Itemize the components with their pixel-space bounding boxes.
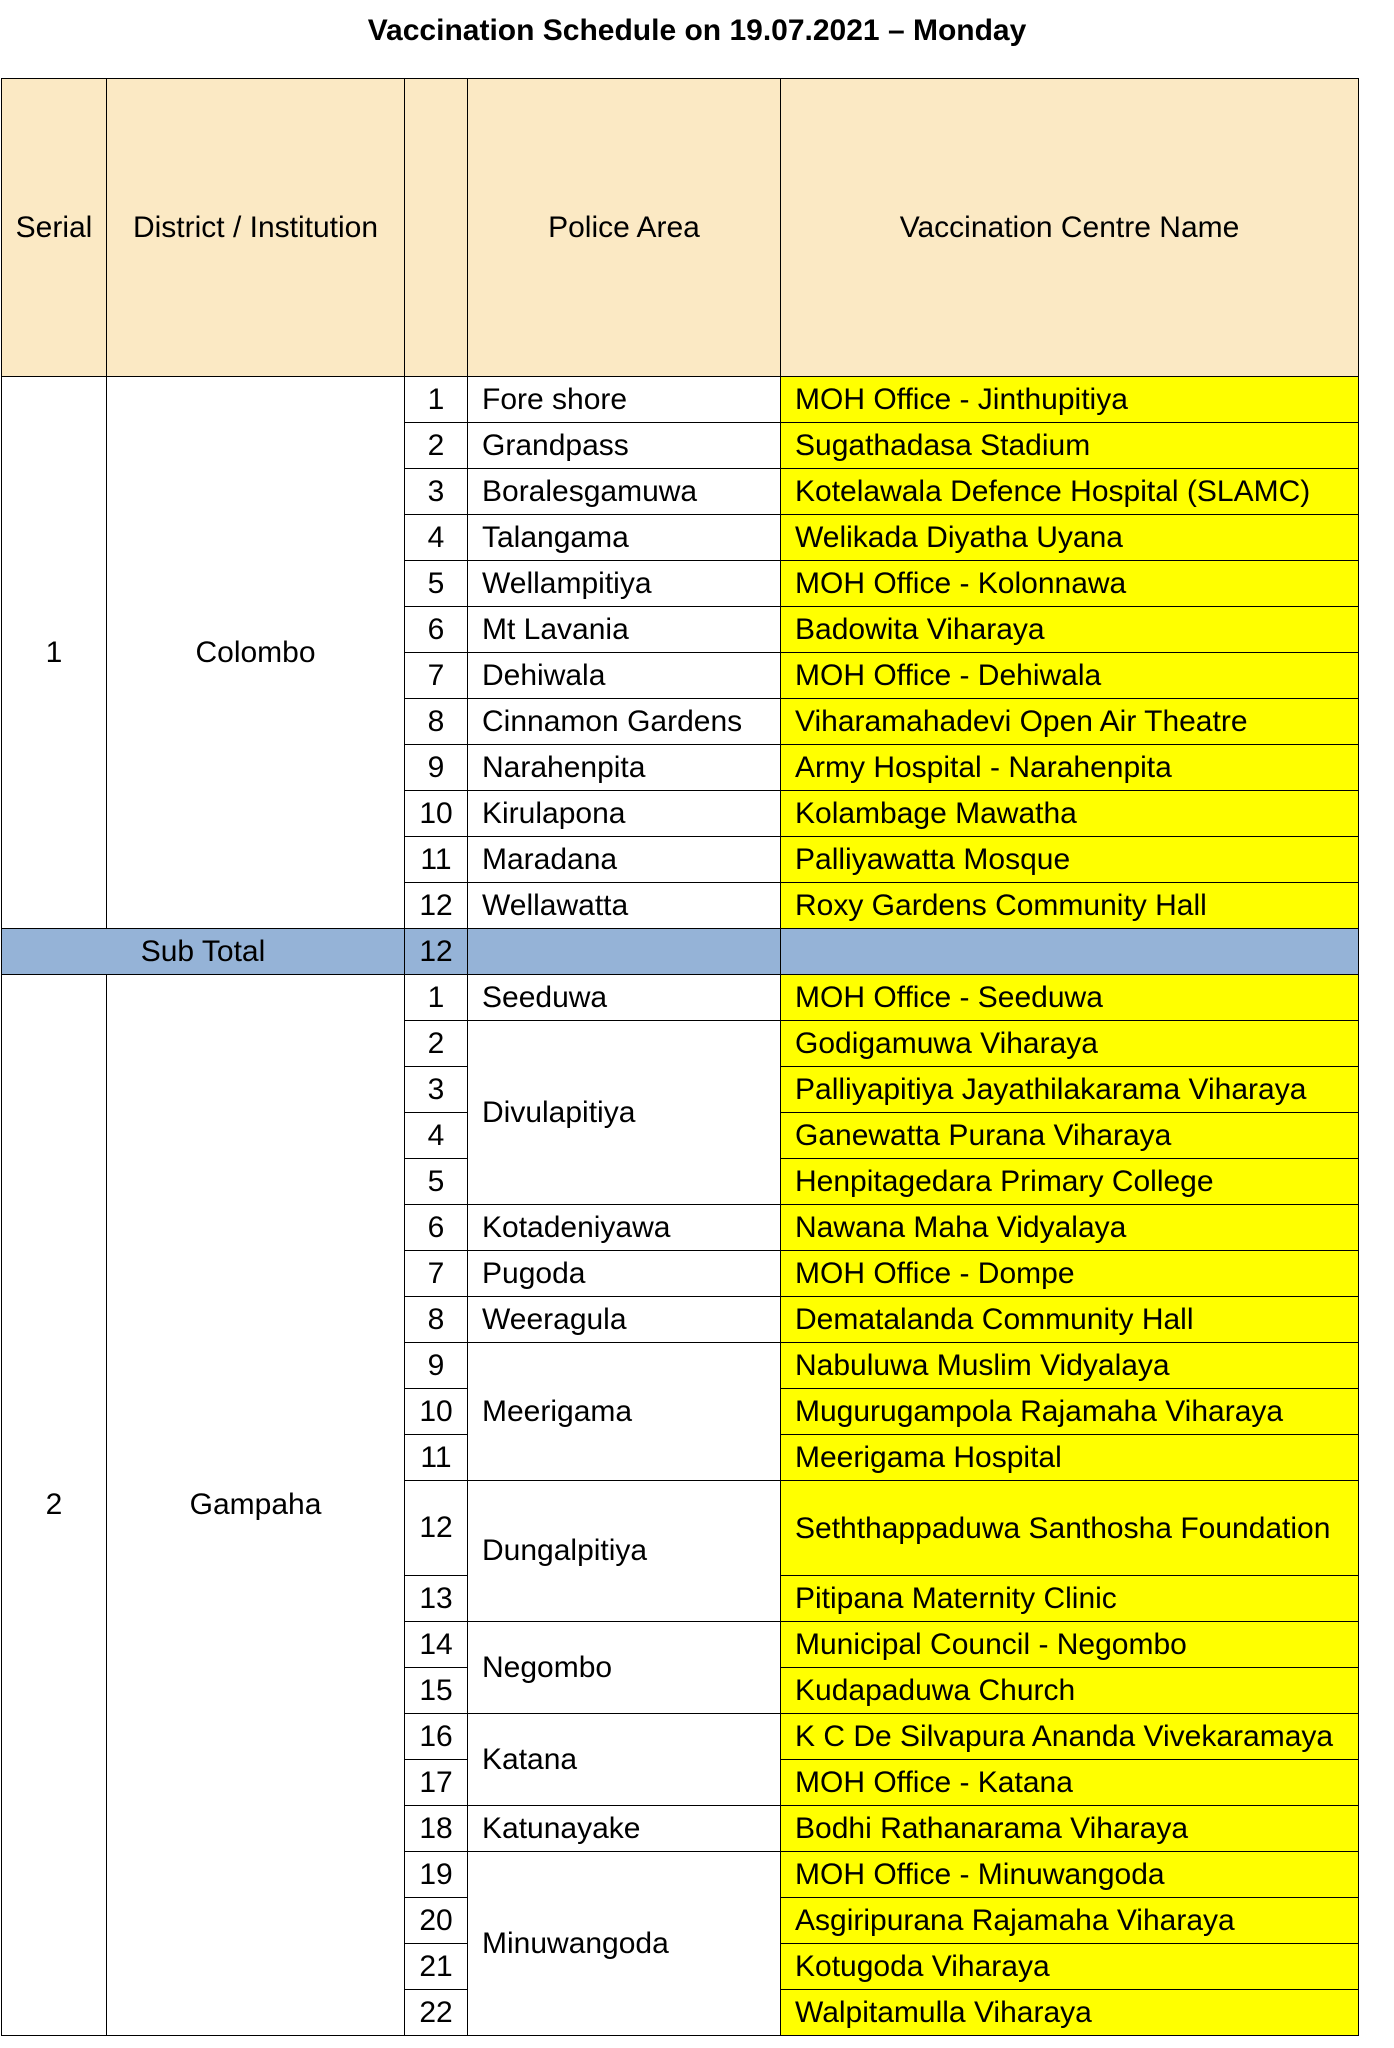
header-police-area: Police Area [468,79,781,377]
police-area-cell: Katana [468,1714,781,1806]
centre-number: 9 [405,1343,468,1389]
centre-name-cell: Walpitamulla Viharaya [781,1990,1359,2036]
centre-name-cell: K C De Silvapura Ananda Vivekaramaya [781,1714,1359,1760]
centre-number: 7 [405,1251,468,1297]
centre-number: 22 [405,1990,468,2036]
centre-number: 10 [405,1389,468,1435]
police-area-cell: Divulapitiya [468,1021,781,1205]
centre-name-cell: MOH Office - Minuwangoda [781,1852,1359,1898]
centre-name-cell: MOH Office - Kolonnawa [781,561,1359,607]
centre-name-cell: MOH Office - Dehiwala [781,653,1359,699]
centre-name-cell: Nabuluwa Muslim Vidyalaya [781,1343,1359,1389]
centre-number: 5 [405,1159,468,1205]
subtotal-empty [468,929,781,975]
district-cell: Gampaha [107,975,405,2036]
table-header [2,79,1359,377]
centre-name-cell: Municipal Council - Negombo [781,1622,1359,1668]
centre-number: 12 [405,1481,468,1576]
police-area-cell: Katunayake [468,1806,781,1852]
police-area-cell: Kotadeniyawa [468,1205,781,1251]
police-area-cell: Mt Lavania [468,607,781,653]
centre-number: 19 [405,1852,468,1898]
police-area-cell: Pugoda [468,1251,781,1297]
subtotal-label: Sub Total [2,929,405,975]
centre-number: 9 [405,745,468,791]
subtotal-row [2,929,1359,975]
serial-cell: 1 [2,377,107,929]
centre-name-cell: Ganewatta Purana Viharaya [781,1113,1359,1159]
centre-name-cell: Dematalanda Community Hall [781,1297,1359,1343]
centre-name-cell: Viharamahadevi Open Air Theatre [781,699,1359,745]
police-area-cell: Dehiwala [468,653,781,699]
police-area-cell: Wellawatta [468,883,781,929]
header-district: District / Institution [107,79,405,377]
centre-name-cell: Meerigama Hospital [781,1435,1359,1481]
centre-number: 3 [405,1067,468,1113]
centre-name-cell: Army Hospital - Narahenpita [781,745,1359,791]
police-area-cell: Talangama [468,515,781,561]
centre-number: 4 [405,515,468,561]
centre-number: 12 [405,883,468,929]
police-area-cell: Kirulapona [468,791,781,837]
centre-number: 10 [405,791,468,837]
centre-name-cell: Kotugoda Viharaya [781,1944,1359,1990]
centre-name-cell: MOH Office - Seeduwa [781,975,1359,1021]
centre-number: 18 [405,1806,468,1852]
centre-name-cell: MOH Office - Jinthupitiya [781,377,1359,423]
centre-number: 8 [405,699,468,745]
centre-number: 4 [405,1113,468,1159]
police-area-cell: Minuwangoda [468,1852,781,2036]
centre-name-cell: Mugurugampola Rajamaha Viharaya [781,1389,1359,1435]
centre-number: 1 [405,975,468,1021]
centre-number: 8 [405,1297,468,1343]
centre-name-cell: Godigamuwa Viharaya [781,1021,1359,1067]
serial-cell: 2 [2,975,107,2036]
centre-number: 13 [405,1576,468,1622]
police-area-cell: Dungalpitiya [468,1481,781,1622]
centre-name-cell: Asgiripurana Rajamaha Viharaya [781,1898,1359,1944]
table-row [2,975,1359,1021]
header-centre-name: Vaccination Centre Name [781,79,1359,377]
centre-name-cell: MOH Office - Katana [781,1760,1359,1806]
centre-name-cell: Pitipana Maternity Clinic [781,1576,1359,1622]
centre-name-cell: Palliyawatta Mosque [781,837,1359,883]
centre-number: 3 [405,469,468,515]
table-body [2,377,1359,2036]
centre-number: 11 [405,837,468,883]
centre-number: 6 [405,607,468,653]
centre-number: 1 [405,377,468,423]
centre-number: 20 [405,1898,468,1944]
subtotal-empty [781,929,1359,975]
header-serial: Serial [2,79,107,377]
police-area-cell: Negombo [468,1622,781,1714]
centre-number: 2 [405,423,468,469]
centre-name-cell: Welikada Diyatha Uyana [781,515,1359,561]
police-area-cell: Fore shore [468,377,781,423]
centre-name-cell: Sugathadasa Stadium [781,423,1359,469]
centre-number: 17 [405,1760,468,1806]
centre-name-cell: Kudapaduwa Church [781,1668,1359,1714]
centre-number: 14 [405,1622,468,1668]
centre-number: 21 [405,1944,468,1990]
header-number [405,79,468,377]
police-area-cell: Boralesgamuwa [468,469,781,515]
centre-number: 16 [405,1714,468,1760]
police-area-cell: Narahenpita [468,745,781,791]
centre-number: 7 [405,653,468,699]
centre-number: 6 [405,1205,468,1251]
police-area-cell: Maradana [468,837,781,883]
schedule-table [1,78,1359,2036]
centre-name-cell: Roxy Gardens Community Hall [781,883,1359,929]
centre-name-cell: Kolambage Mawatha [781,791,1359,837]
centre-number: 5 [405,561,468,607]
police-area-cell: Seeduwa [468,975,781,1021]
police-area-cell: Meerigama [468,1343,781,1481]
page-title: Vaccination Schedule on 19.07.2021 – Monday [367,14,1027,47]
centre-name-cell: MOH Office - Dompe [781,1251,1359,1297]
police-area-cell: Weeragula [468,1297,781,1343]
centre-name-cell: Nawana Maha Vidyalaya [781,1205,1359,1251]
centre-name-cell: Kotelawala Defence Hospital (SLAMC) [781,469,1359,515]
centre-number: 2 [405,1021,468,1067]
centre-name-cell: Palliyapitiya Jayathilakarama Viharaya [781,1067,1359,1113]
centre-name-cell: Bodhi Rathanarama Viharaya [781,1806,1359,1852]
centre-number: 15 [405,1668,468,1714]
subtotal-value: 12 [405,929,468,975]
table-row [2,377,1359,423]
centre-name-cell: Badowita Viharaya [781,607,1359,653]
district-cell: Colombo [107,377,405,929]
header-row [2,79,1359,377]
centre-number: 11 [405,1435,468,1481]
police-area-cell: Cinnamon Gardens [468,699,781,745]
police-area-cell: Wellampitiya [468,561,781,607]
police-area-cell: Grandpass [468,423,781,469]
centre-name-cell: Henpitagedara Primary College [781,1159,1359,1205]
centre-name-cell: Seththappaduwa Santhosha Foundation [781,1481,1359,1576]
